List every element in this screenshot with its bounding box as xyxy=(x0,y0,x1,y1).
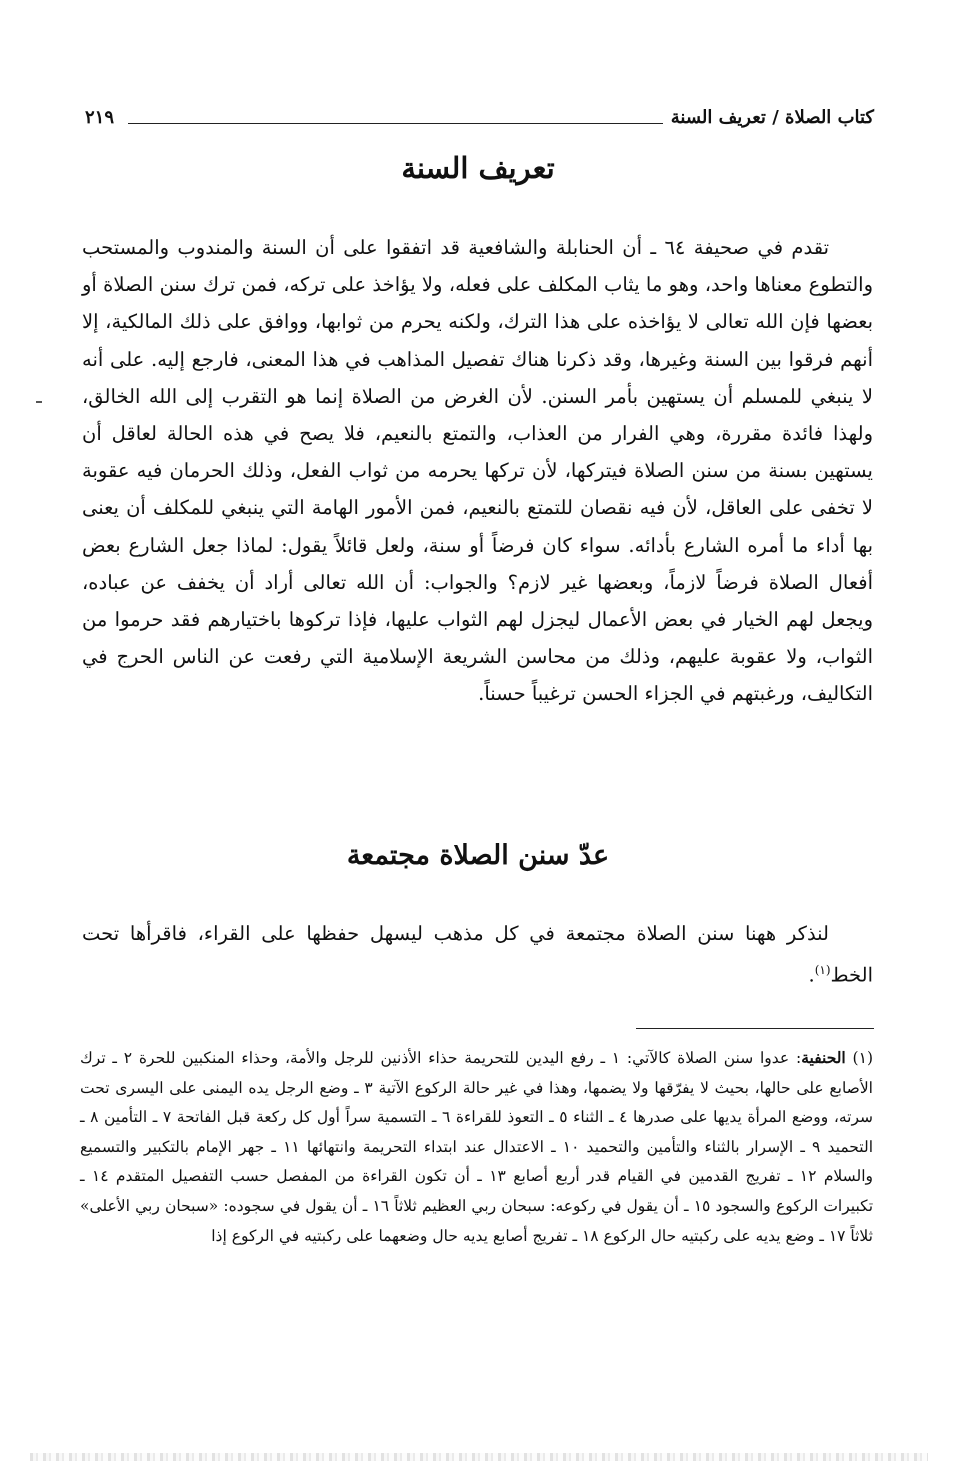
footnote-paragraph xyxy=(80,1043,873,1251)
section-title-sunnah-definition: تعريف السنة xyxy=(401,151,555,185)
paragraph xyxy=(82,915,873,994)
intro-text: لنذكر ههنا سنن الصلاة مجتمعة في كل مذهب ليسهل حفظها على القراء، فاقرأها تحت الخط xyxy=(82,922,873,987)
header-rule xyxy=(128,123,663,124)
paragraph: تقدم في صحيفة ٦٤ ـ أن الحنابلة والشافعية قد اتفقوا على أن السنة والمندوب والمستحب والتطوع معناها واحد، وهو ما يثاب المكلف على فعله، ولا يؤاخذ على تركه، فمن ترك سنن الصلاة أو بعضها فإن الله تعالى لا يؤاخذه على هذا الترك، ولكنه يحرم من ثوابها، ووافق على ذلك المالكية، إلا أنهم فرقوا بين السنة وغيرها، وقد ذكرنا هناك تفصيل المذاهب في هذا المعنى، فارجع إليه. على أنه لا ينبغي للمسلم أن يستهين بأمر السنن. لأن الغرض من الصلاة إنما هو التقرب إلى الله الخالق، ولهذا فائدة مقررة، وهي الفرار من العذاب، والتمتع بالنعيم، فلا يصح في هذه الحالة لعاقل أن يستهين بسنة من سنن الصلاة فيتركها، لأن تركها يحرمه من ثواب الفعل، وذلك الحرمان فيه عقوبة لا تخفى على العاقل، لأن فيه نقصان للتمتع بالنعيم، فمن الأمور الهامة التي ينبغي للمكلف أن يعنى بها أداء ما أمره الشارع بأدائه. سواء كان فرضاً أو سنة، ولعل قائلاً يقول: لماذا جعل الشارع بعض أفعال الصلاة فرضاً لازماً، وبعضها غير لازم؟ والجواب: أن الله تعالى أراد أن يخفف عن عباده، ويجعل لهم الخيار في بعض الأعمال ليجزل لهم الثواب عليها، فإذا تركوها باختيارهم فقد حرموا من الثواب، ولا عقوبة عليهم، وذلك من محاسن الشريعة الإسلامية التي رفعت عن الناس الحرج في التكاليف، ورغبتهم في الجزاء الحسن ترغيباً حسناً. xyxy=(82,236,873,706)
footnote-label: الحنفية xyxy=(801,1048,846,1067)
scan-bottom-edge xyxy=(30,1453,928,1461)
running-header xyxy=(85,104,874,130)
margin-mark xyxy=(36,401,42,403)
footnote-separator xyxy=(636,1028,874,1029)
section-title-sunnah-count: عدّ سنن الصلاة مجتمعة xyxy=(346,840,610,871)
running-title: كتاب الصلاة / تعريف السنة xyxy=(670,106,874,128)
footnote xyxy=(80,1043,873,1251)
footnote-reference[interactable]: (١) xyxy=(814,963,831,977)
intro-text-end: . xyxy=(808,963,815,987)
section-body-sunnah-definition xyxy=(82,229,873,713)
footnote-text: : عدوا سنن الصلاة كالآتي: ١ ـ رفع اليدين للتحريمة حذاء الأذنين للرجل والأمة، وحذاء المنكبين للحرة ٢ ـ ترك الأصابع على حالها، بحيث لا يفرّقها ولا يضمها، وهذا في غير حالة الركوع الآتية ٣ ـ وضع الرجل يده اليمنى على اليسرى تحت سرته، ووضع المرأة يديها على صدرها ٤ ـ الثناء ٥ ـ التعوذ للقراءة ٦ ـ التسمية سراً أول كل ركعة قبل الفاتحة ٧ ـ التأمين ٨ ـ التحميد ٩ ـ الإسرار بالثناء والتأمين والتحميد ١٠ ـ الاعتدال عند ابتداء التحريمة وانتهائها ١١ ـ جهر الإمام بالتكبير والتسميع والسلام ١٢ ـ تفريج القدمين في القيام قدر أربع أصابع ١٣ ـ أن تكون القراءة من المفصل حسب التفصيل المتقدم ١٤ ـ تكبيرات الركوع والسجود ١٥ ـ أن يقول في ركوعه: سبحان ربي العظيم ثلاثاً ١٦ ـ أن يقول في سجوده: «سبحان ربي الأعلى» ثلاثاً ١٧ ـ وضع يديه على ركبتيه حال الركوع ١٨ ـ تفريج أصابع يديه حال وضعهما على ركبتيه في الركوع إذا xyxy=(80,1049,874,1245)
page-number: ٢١٩ xyxy=(85,106,115,128)
section-body-sunnah-count xyxy=(82,915,873,994)
footnote-number: (١) xyxy=(852,1049,873,1067)
